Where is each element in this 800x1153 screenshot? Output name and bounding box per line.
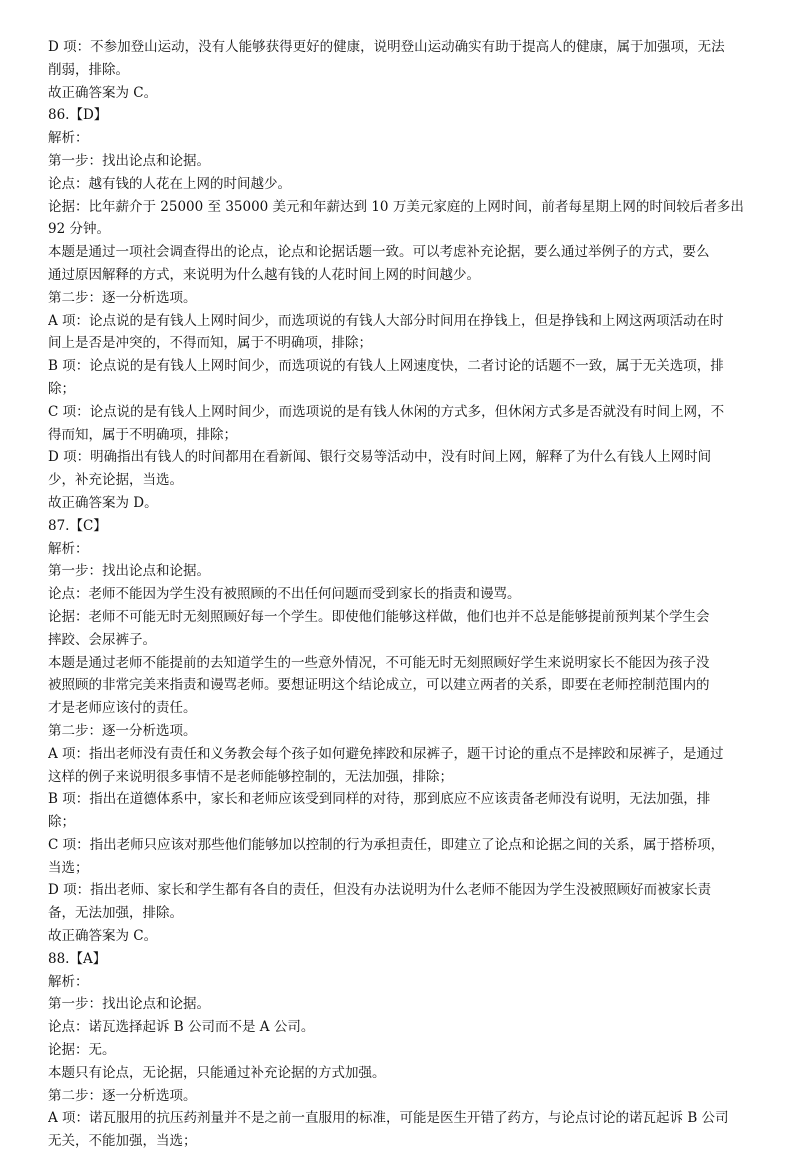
text-line: C 项：指出老师只应该对那些他们能够加以控制的行为承担责任，即建立了论点和论据之间的关系，属于搭桥项，: [48, 836, 725, 853]
text-line: 本题只有论点，无论据，只能通过补充论据的方式加强。: [48, 1064, 386, 1081]
text-line: 除；: [48, 380, 75, 397]
text-line: 第二步：逐一分析选项。: [48, 1087, 197, 1104]
text-line: A 项：诺瓦服用的抗压药剂量并不是之前一直服用的标准，可能是医生开错了药方，与论点讨论的诺瓦起诉 B 公司: [48, 1110, 729, 1127]
text-line: 论点：老师不能因为学生没有被照顾的不出任何问题而受到家长的指责和谩骂。: [48, 586, 521, 603]
text-line: 才是老师应该付的责任。: [48, 700, 197, 717]
text-line: 通过原因解释的方式，来说明为什么越有钱的人花时间上网的时间越少。: [48, 266, 480, 283]
text-line: 这样的例子来说明很多事情不是老师能够控制的，无法加强，排除；: [48, 768, 453, 785]
text-line: 第二步：逐一分析选项。: [48, 722, 197, 739]
text-line: A 项：论点说的是有钱人上网时间少，而选项说的有钱人大部分时间用在挣钱上，但是挣钱和上网这两项活动在时: [48, 312, 724, 329]
text-line: 87.【C】: [48, 517, 107, 534]
text-line: 故正确答案为 C。: [48, 928, 158, 945]
text-line: 被照顾的非常完美来指责和谩骂老师。要想证明这个结论成立，可以建立两者的关系，即要在老师控制范围内的: [48, 677, 710, 694]
text-line: 少，补充论据，当选。: [48, 472, 183, 489]
text-line: A 项：指出老师没有责任和义务教会每个孩子如何避免摔跤和尿裤子，题干讨论的重点不是摔跤和尿裤子，是通过: [48, 745, 724, 762]
text-line: 无关，不能加强，当选；: [48, 1133, 197, 1150]
text-line: 间上是否是冲突的，不得而知，属于不明确项，排除；: [48, 335, 372, 352]
text-line: 备，无法加强，排除。: [48, 905, 183, 922]
text-line: 88.【A】: [48, 950, 107, 967]
text-line: 摔跤、会尿裤子。: [48, 631, 156, 648]
text-line: 解析：: [48, 973, 89, 990]
text-line: B 项：论点说的是有钱人上网时间少，而选项说的有钱人上网速度快，二者讨论的话题不一致，属于无关选项，排: [48, 358, 724, 375]
text-line: 解析：: [48, 540, 89, 557]
text-line: 论据：无。: [48, 1042, 116, 1059]
text-line: B 项：指出在道德体系中，家长和老师应该受到同样的对待，那到底应不应该责备老师没有说明，无法加强，排: [48, 791, 711, 808]
text-line: 论据：比年薪介于 25000 至 35000 美元和年薪达到 10 万美元家庭的上网时间，前者每星期上网的时间较后者多出: [48, 198, 744, 215]
text-line: 本题是通过老师不能提前的去知道学生的一些意外情况，不可能无时无刻照顾好学生来说明家长不能因为孩子没: [48, 654, 710, 671]
text-line: 当选；: [48, 859, 89, 876]
text-line: 第二步：逐一分析选项。: [48, 289, 197, 306]
text-line: 故正确答案为 C。: [48, 84, 158, 101]
text-line: D 项：不参加登山运动，没有人能够获得更好的健康，说明登山运动确实有助于提高人的健康，属于加强项，无法: [48, 39, 725, 55]
text-line: 本题是通过一项社会调查得出的论点，论点和论据话题一致。可以考虑补充论据，要么通过举例子的方式，要么: [48, 244, 710, 261]
text-line: D 项：明确指出有钱人的时间都用在看新闻、银行交易等活动中，没有时间上网，解释了为什么有钱人上网时间: [48, 449, 712, 466]
text-line: 论据：老师不可能无时无刻照顾好每一个学生。即使他们能够这样做，他们也并不总是能够提前预判某个学生会: [48, 608, 710, 625]
text-line: 92 分钟。: [48, 221, 110, 238]
text-line: 86.【D】: [48, 107, 108, 124]
text-line: 论点：越有钱的人花在上网的时间越少。: [48, 175, 291, 192]
text-line: 第一步：找出论点和论据。: [48, 152, 210, 169]
document-body: [48, 36, 760, 1153]
text-line: 得而知，属于不明确项，排除；: [48, 426, 237, 443]
text-line: D 项：指出老师、家长和学生都有各自的责任，但没有办法说明为什么老师不能因为学生没被照顾好而被家长责: [48, 882, 712, 899]
text-line: 第一步：找出论点和论据。: [48, 996, 210, 1013]
text-line: 论点：诺瓦选择起诉 B 公司而不是 A 公司。: [48, 1019, 315, 1036]
text-line: 削弱，排除。: [48, 61, 129, 78]
text-line: 除；: [48, 814, 75, 831]
text-line: 第一步：找出论点和论据。: [48, 563, 210, 580]
text-line: C 项：论点说的是有钱人上网时间少，而选项说的是有钱人休闲的方式多，但休闲方式多是否就没有时间上网，不: [48, 403, 725, 420]
text-line: 故正确答案为 D。: [48, 494, 158, 511]
text-line: 解析：: [48, 130, 89, 147]
